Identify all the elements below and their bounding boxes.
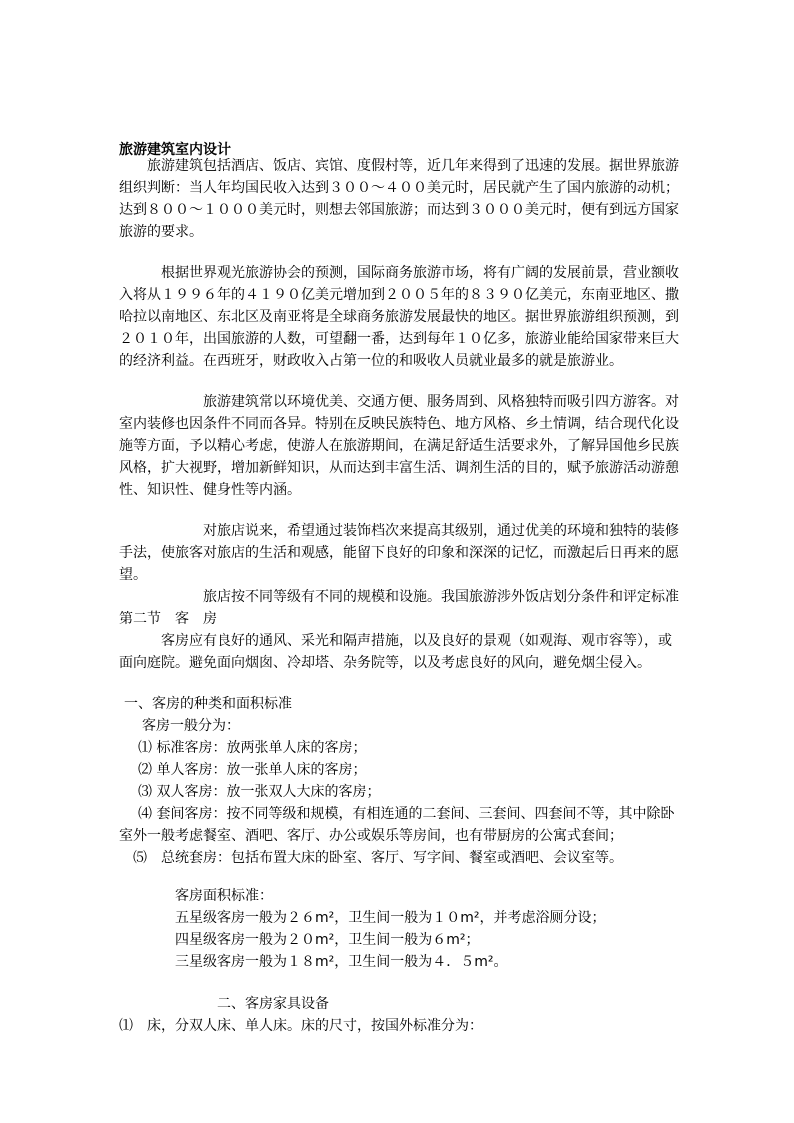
paragraph-4-line-4: 旅店按不同等级有不同的规模和设施。我国旅游涉外饭店划分条件和评定标准 bbox=[203, 589, 679, 605]
paragraph-2-line-1: 根据世界观光旅游协会的预测，国际商务旅游市场，将有广阔的发展前景，营业额收 bbox=[161, 265, 679, 281]
area-four-star: 四星级客房一般为２０m²，卫生间一般为６m²； bbox=[175, 932, 480, 948]
paragraph-4-line-1: 对旅店说来，希望通过装饰档次来提高其级别，通过优美的环境和独特的装修 bbox=[203, 523, 679, 539]
paragraph-3-line-2: 室内装修也因条件不同而各异。特别在反映民族特色、地方风格、乡土情调，结合现代化设 bbox=[119, 416, 679, 432]
subheading-room-types: 一、客房的种类和面积标准 bbox=[124, 696, 292, 712]
paragraph-2-line-5: 的经济利益。在西班牙，财政收入占第一位的和吸收人员就业最多的就是旅游业。 bbox=[119, 353, 623, 369]
paragraph-1-line-2: 组织判断：当人年均国民收入达到３００～４００美元时，居民就产生了国内旅游的动机； bbox=[119, 180, 679, 196]
paragraph-4-line-7: 面向庭院。避免面向烟囱、冷却塔、杂务院等，以及考虑良好的风向，避免烟尘侵入。 bbox=[119, 655, 651, 671]
paragraph-1-line-4: 旅游的要求。 bbox=[119, 224, 203, 240]
area-standard-heading: 客房面积标准： bbox=[175, 888, 273, 904]
section-heading-rooms: 第二节 客 房 bbox=[119, 611, 217, 627]
paragraph-3-line-5: 性、知识性、健身性等内涵。 bbox=[119, 482, 301, 498]
area-five-star: 五星级客房一般为２６m²，卫生间一般为１０m²，并考虑浴厕分设； bbox=[175, 910, 606, 926]
paragraph-3-line-4: 风格，扩大视野，增加新鲜知识，从而达到丰富生活、调剂生活的目的，赋予旅游活动游憩 bbox=[119, 460, 679, 476]
area-three-star: 三星级客房一般为１８m²，卫生间一般为４．５m²。 bbox=[175, 954, 508, 970]
paragraph-2-line-4: ２０１０年，出国旅游的人数，可望翻一番，达到每年１０亿多，旅游业能给国家带来巨大 bbox=[119, 331, 679, 347]
list-item-5: ⑸ 总统套房：包括布置大床的卧室、客厅、写字间、餐室或酒吧、会议室等。 bbox=[133, 850, 623, 866]
paragraph-2-line-2: 入将从１９９６年的４１９０亿美元增加到２００５年的８３９０亿美元，东南亚地区、撒 bbox=[119, 287, 679, 303]
list-item-3: ⑶ 双人客房：放一张双人大床的客房； bbox=[138, 784, 381, 800]
subheading-furniture: 二、客房家具设备 bbox=[217, 996, 329, 1012]
list-item-2: ⑵ 单人客房：放一张单人床的客房； bbox=[138, 762, 367, 778]
list-item-4: ⑷ 套间客房：按不同等级和规模，有相连通的二套间、三套间、四套间不等，其中除卧 bbox=[138, 806, 675, 822]
paragraph-1-line-1: 旅游建筑包括酒店、饭店、宾馆、度假村等，近几年来得到了迅速的发展。据世界旅游 bbox=[147, 158, 679, 174]
paragraph-3-line-3: 施等方面，予以精心考虑，使游人在旅游期间，在满足舒适生活要求外，了解异国他乡民族 bbox=[119, 438, 679, 454]
paragraph-2-line-3: 哈拉以南地区、东北区及南亚将是全球商务旅游发展最快的地区。据世界旅游组织预测，到 bbox=[119, 309, 679, 325]
paragraph-3-line-1: 旅游建筑常以环境优美、交通方便、服务周到、风格独特而吸引四方游客。对 bbox=[203, 394, 679, 410]
paragraph-4-line-3: 望。 bbox=[119, 567, 147, 583]
document-title: 旅游建筑室内设计 bbox=[119, 142, 231, 158]
list-item-1: ⑴ 标准客房：放两张单人床的客房； bbox=[138, 740, 367, 756]
list-item-4-cont: 室外一般考虑餐室、酒吧、客厅、办公或娱乐等房间，也有带厨房的公寓式套间； bbox=[119, 828, 623, 844]
furniture-item-1: ⑴ 床，分双人床、单人床。床的尺寸，按国外标准分为： bbox=[119, 1018, 483, 1034]
paragraph-1-line-3: 达到８００～１０００美元时，则想去邻国旅游；而达到３０００美元时，便有到远方国家 bbox=[119, 202, 679, 218]
list-intro: 客房一般分为： bbox=[142, 718, 240, 734]
paragraph-4-line-2: 手法，使旅客对旅店的生活和观感，能留下良好的印象和深深的记忆，而激起后日再来的愿 bbox=[119, 545, 679, 561]
paragraph-4-line-6: 客房应有良好的通风、采光和隔声措施，以及良好的景观（如观海、观市容等），或 bbox=[161, 633, 672, 649]
